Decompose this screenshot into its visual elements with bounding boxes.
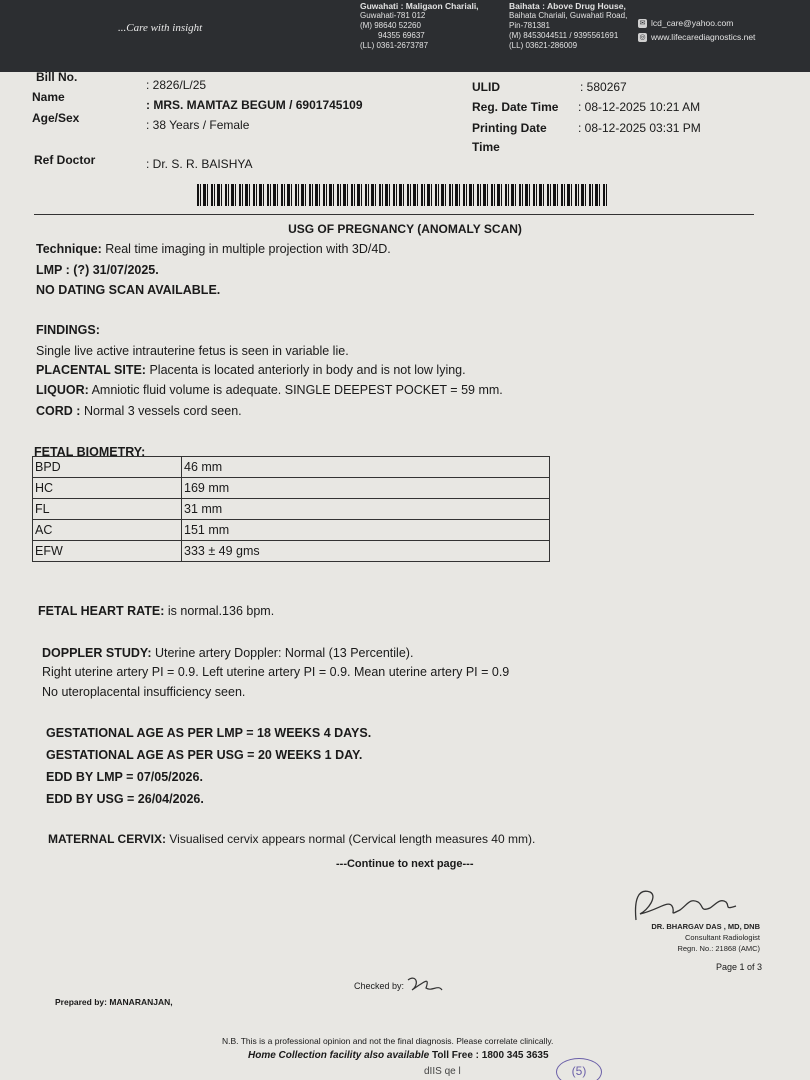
biometry-value: 169 mm: [182, 478, 550, 499]
placenta-line: [36, 363, 466, 377]
biometry-value: 151 mm: [182, 520, 550, 541]
biometry-value: 46 mm: [182, 457, 550, 478]
website-text: www.lifecarediagnostics.net: [651, 32, 756, 42]
report-title: USG OF PREGNANCY (ANOMALY SCAN): [288, 222, 522, 236]
cord-line: [36, 404, 242, 418]
table-row: [33, 457, 550, 478]
biometry-value: 333 ± 49 gms: [182, 541, 550, 562]
lmp-line: LMP : (?) 31/07/2025.: [36, 263, 159, 277]
checker-signature: [404, 972, 444, 1000]
table-row: [33, 499, 550, 520]
home-collection-line: [248, 1050, 549, 1061]
doctor-regn: Regn. No.: 21868 (AMC): [677, 944, 760, 953]
mirrored-text: dIIS qe l: [424, 1066, 461, 1077]
liquor-text: Amniotic fluid volume is adequate. SINGLE DEEPEST POCKET = 59 mm.: [91, 383, 503, 397]
contact-block: [638, 16, 755, 44]
fhr-line: [38, 604, 274, 618]
letterhead: [0, 0, 810, 72]
no-dating-line: NO DATING SCAN AVAILABLE.: [36, 283, 221, 297]
liquor-label: LIQUOR:: [36, 383, 89, 397]
branch2-line: Pin-781381: [509, 21, 550, 30]
branch1-line: 94355 69637: [378, 31, 425, 40]
ulid-label: ULID: [472, 80, 500, 94]
biometry-param: BPD: [33, 457, 182, 478]
prepared-by: [55, 997, 173, 1007]
technique-label: Technique:: [36, 242, 102, 256]
name-value: : MRS. MAMTAZ BEGUM / 6901745109: [146, 98, 363, 112]
reg-date-label: Reg. Date Time: [472, 100, 559, 114]
fhr-text: is normal.136 bpm.: [167, 604, 275, 618]
cervix-line: [48, 832, 535, 846]
doppler-text: Uterine artery Doppler: Normal (13 Percentile).: [154, 646, 414, 660]
tagline: ...Care with insight: [118, 22, 203, 34]
name-label: Name: [32, 90, 65, 104]
cord-text: Normal 3 vessels cord seen.: [83, 404, 242, 418]
placenta-text: Placenta is located anteriorly in body and is not low lying.: [149, 363, 466, 377]
home-collection-text: Home Collection facility also available: [248, 1050, 430, 1061]
findings-heading: FINDINGS:: [36, 323, 100, 337]
biometry-table: [32, 456, 550, 562]
branch1-line: Guwahati : Maligaon Chariali,: [360, 1, 479, 11]
branch2-line: (LL) 03621-286009: [509, 41, 578, 50]
bill-value: : 2826/L/25: [146, 78, 207, 92]
branch1-line: Guwahati-781 012: [360, 11, 426, 20]
table-row: [33, 520, 550, 541]
ga-lmp-line: GESTATIONAL AGE AS PER LMP = 18 WEEKS 4 DAYS.: [46, 726, 372, 740]
agesex-label: Age/Sex: [32, 111, 80, 125]
reg-date-value: : 08-12-2025 10:21 AM: [578, 100, 701, 114]
globe-icon: ◎: [639, 34, 646, 42]
continue-note: ---Continue to next page---: [336, 858, 474, 870]
biometry-heading: FETAL BIOMETRY:: [34, 445, 146, 459]
header-divider: [34, 214, 754, 215]
printing-date-value: : 08-12-2025 03:31 PM: [578, 121, 701, 135]
branch2-line: Baihata : Above Drug House,: [509, 1, 626, 11]
checked-by: Checked by:: [354, 981, 405, 991]
biometry-param: EFW: [33, 541, 182, 562]
page-number: Page 1 of 3: [716, 962, 763, 972]
ref-doctor-label: Ref Doctor: [34, 153, 96, 167]
branch1-line: (LL) 0361-2673787: [360, 41, 429, 50]
prepared-by-text: Prepared by: MANARANJAN,: [55, 997, 173, 1007]
agesex-value: : 38 Years / Female: [146, 118, 250, 132]
barcode: [197, 184, 609, 206]
branch1-line: (M) 98640 52260: [360, 21, 421, 30]
placenta-label: PLACENTAL SITE:: [36, 363, 146, 377]
edd-lmp-line: EDD BY LMP = 07/05/2026.: [46, 770, 203, 784]
technique-line: [36, 242, 391, 256]
technique-text: Real time imaging in multiple projection with 3D/4D.: [105, 242, 391, 256]
table-row: [33, 541, 550, 562]
email-row: [638, 16, 755, 30]
branch2-line: (M) 8453044511 / 9395561691: [509, 31, 619, 40]
printing-time-label: Time: [472, 140, 500, 154]
email-text: lcd_care@yahoo.com: [651, 18, 734, 28]
liquor-line: [36, 383, 503, 397]
biometry-value: 31 mm: [182, 499, 550, 520]
cord-label: CORD :: [36, 404, 81, 418]
ga-usg-line: GESTATIONAL AGE AS PER USG = 20 WEEKS 1 DAY.: [46, 748, 363, 762]
cervix-label: MATERNAL CERVIX:: [48, 832, 167, 846]
doppler-conclusion: No uteroplacental insufficiency seen.: [42, 685, 246, 699]
disclaimer: N.B. This is a professional opinion and not the final diagnosis. Please correlate clinically.: [222, 1036, 554, 1046]
toll-free-text: Toll Free : 1800 345 3635: [431, 1050, 549, 1061]
biometry-param: HC: [33, 478, 182, 499]
cervix-text: Visualised cervix appears normal (Cervical length measures 40 mm).: [169, 832, 536, 846]
doppler-pi-line: Right uterine artery PI = 0.9. Left uterine artery PI = 0.9. Mean uterine artery PI = 0.9: [42, 665, 510, 679]
branch-baihata-address: [509, 1, 627, 51]
biometry-param: FL: [33, 499, 182, 520]
biometry-param: AC: [33, 520, 182, 541]
email-icon: ✉: [639, 20, 646, 28]
printing-date-label: Printing Date: [472, 121, 547, 135]
ulid-value: : 580267: [580, 80, 627, 94]
fhr-label: FETAL HEART RATE:: [38, 604, 165, 618]
doppler-label: DOPPLER STUDY:: [42, 646, 152, 660]
doctor-designation: Consultant Radiologist: [684, 933, 760, 942]
edd-usg-line: EDD BY USG = 26/04/2026.: [46, 792, 204, 806]
branch2-line: Baihata Chariali, Guwahati Road,: [509, 11, 628, 20]
website-row: [638, 30, 755, 44]
findings-fetus: Single live active intrauterine fetus is seen in variable lie.: [36, 344, 349, 358]
bill-label: Bill No.: [36, 70, 78, 84]
branch-guwahati-address: [360, 1, 479, 51]
table-row: [33, 478, 550, 499]
page-stamp: (5): [556, 1058, 602, 1080]
doppler-line: [42, 646, 413, 660]
ref-doctor-value: : Dr. S. R. BAISHYA: [146, 157, 253, 171]
doctor-name: DR. BHARGAV DAS , MD, DNB: [651, 922, 760, 931]
